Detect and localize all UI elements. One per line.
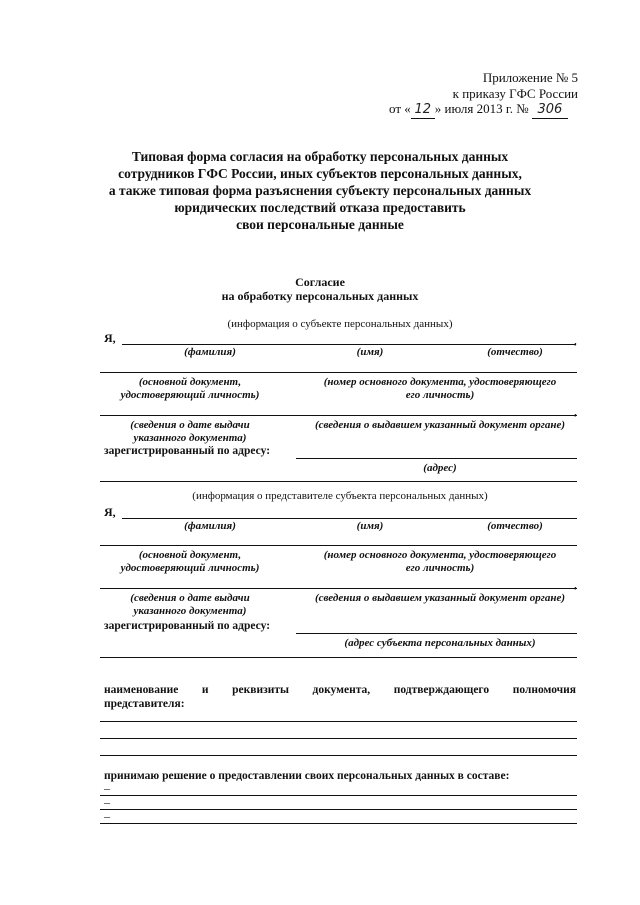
doc-caption-line-2: удостоверяющий личность): [120, 389, 260, 401]
doc-caption-line-2: удостоверяющий личность): [120, 562, 260, 574]
representative-document-line[interactable]: [100, 545, 577, 546]
comma: ,: [574, 577, 577, 591]
authority-document-label: [104, 684, 576, 696]
doc-caption-line-1: (основной документ,: [138, 549, 242, 561]
form-title-line-4: юридических последствий отказа предоставить: [174, 200, 466, 215]
appendix-number: Приложение № 5: [482, 70, 578, 85]
authority-line-1[interactable]: [100, 721, 577, 722]
order-date: [389, 101, 568, 119]
address-caption: (адрес): [423, 462, 457, 474]
data-item-line-3[interactable]: [100, 823, 577, 824]
patronymic-caption: (отчество): [487, 520, 543, 532]
form-title-line-5: свои персональные данные: [236, 217, 404, 232]
doc-number-caption-line-2: его личность): [405, 562, 475, 574]
representative-name-line[interactable]: [122, 518, 577, 519]
patronymic-caption: (отчество): [487, 346, 543, 358]
decision-statement: принимаю решение о предоставлении своих персональных данных в составе:: [104, 770, 510, 782]
address-caption: (адрес субъекта персональных данных): [344, 637, 536, 649]
list-dash: –: [104, 795, 110, 809]
issue-date-caption-line-1: (сведения о дате выдачи: [130, 592, 250, 604]
form-title-line-3: а также типовая форма разъяснения субъекту персональных данных: [108, 183, 532, 198]
doc-number-caption-line-1: (номер основного документа, удостоверяющего: [323, 376, 557, 388]
form-title-line-2: сотрудников ГФС России, иных субъектов персональных данных,: [118, 166, 522, 181]
handwritten-day: 12: [411, 102, 435, 119]
registered-address-label: зарегистрированный по адресу:: [104, 620, 271, 632]
representative-info-heading: (информация о представителе субъекта персональных данных): [192, 490, 488, 502]
registered-address-label: зарегистрированный по адресу:: [104, 445, 271, 457]
comma: ,: [574, 333, 577, 347]
subject-info-heading: (информация о субъекте персональных данных): [227, 318, 453, 330]
representative-i-label: Я,: [104, 505, 116, 519]
representative-address-line[interactable]: [296, 633, 577, 634]
representative-issue-line[interactable]: [100, 588, 577, 589]
authority-line-3[interactable]: [100, 755, 577, 756]
authority-word: наименование: [104, 684, 179, 696]
authority-line-2[interactable]: [100, 738, 577, 739]
list-dash: –: [104, 781, 110, 795]
representative-address-line-2[interactable]: [100, 657, 577, 658]
issue-date-caption-line-1: (сведения о дате выдачи: [130, 419, 250, 431]
subject-address-line[interactable]: [296, 458, 577, 459]
doc-number-caption-line-1: (номер основного документа, удостоверяющего: [323, 549, 557, 561]
date-prefix: от «: [389, 101, 411, 116]
issuing-authority-caption: (сведения о выдавшем указанный документ органе): [314, 592, 565, 604]
subject-issue-line[interactable]: [100, 415, 577, 416]
subject-document-line[interactable]: [100, 372, 577, 373]
comma: ,: [574, 404, 577, 418]
issue-date-caption-line-2: указанного документа): [133, 605, 247, 617]
date-mid: » июля 2013 г. №: [434, 101, 529, 116]
data-item-line-1[interactable]: [100, 795, 577, 796]
doc-number-caption-line-2: его личность): [405, 389, 475, 401]
consent-title: Согласие: [295, 275, 345, 289]
subject-i-label: Я,: [104, 331, 116, 345]
authority-word: полномочия: [512, 684, 576, 696]
subject-name-line[interactable]: [122, 344, 576, 345]
firstname-caption: (имя): [356, 520, 384, 532]
issue-date-caption-line-2: указанного документа): [133, 432, 247, 444]
lastname-caption: (фамилия): [184, 346, 236, 358]
authority-word: и: [201, 684, 209, 696]
handwritten-number: 306: [532, 102, 568, 119]
issuing-authority-caption: (сведения о выдавшем указанный документ органе): [314, 419, 565, 431]
authority-word: документа,: [312, 684, 371, 696]
consent-subtitle: на обработку персональных данных: [221, 289, 419, 303]
form-title-line-1: Типовая форма согласия на обработку персональных данных: [131, 149, 509, 164]
lastname-caption: (фамилия): [184, 520, 236, 532]
firstname-caption: (имя): [356, 346, 384, 358]
authority-word: подтверждающего: [393, 684, 490, 696]
order-reference: к приказу ГФС России: [452, 86, 578, 101]
doc-caption-line-1: (основной документ,: [138, 376, 242, 388]
subject-address-line-2[interactable]: [100, 481, 577, 482]
data-item-line-2[interactable]: [100, 809, 577, 810]
authority-word: реквизиты: [232, 684, 289, 696]
authority-document-label-line-2: представителя:: [104, 698, 185, 710]
list-dash: –: [104, 809, 110, 823]
